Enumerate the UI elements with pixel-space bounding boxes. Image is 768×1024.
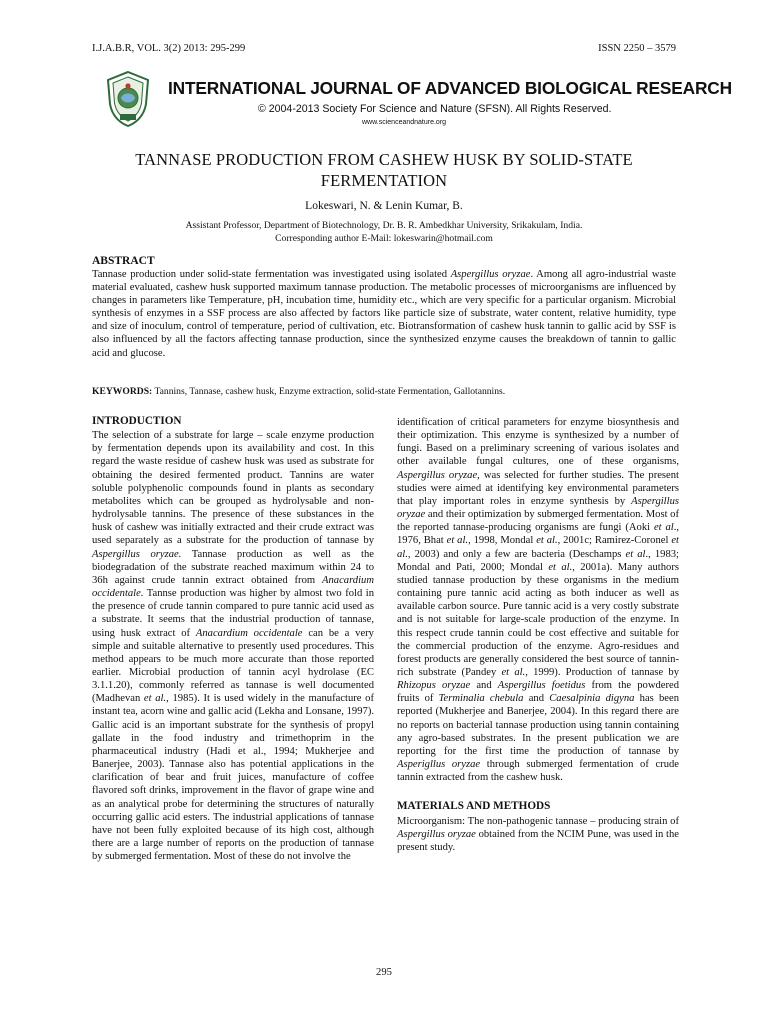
affiliation: Assistant Professor, Department of Biotechnology, Dr. B. R. Ambedkhar University, Srikakulam, India.	[185, 220, 583, 231]
running-header	[92, 43, 676, 57]
page-number: 295	[376, 967, 392, 978]
journal-name: INTERNATIONAL JOURNAL OF ADVANCED BIOLOGICAL RESEARCH	[168, 78, 732, 98]
journal-masthead	[92, 70, 732, 130]
keywords	[92, 386, 676, 397]
left-column	[92, 415, 374, 863]
journal-reference: I.J.A.B.R, VOL. 3(2) 2013: 295-299	[92, 43, 246, 54]
abstract-text: Tannase production under solid-state fermentation was investigated using isolated Aspergillus oryzae. Among all agro-industrial waste material evaluated, cashew husk supported maximum tannase production. The metabolic processes of microorganisms are influenced by changes in parameters like Temperature, pH, incubation time, humidity etc., which are very specific for a particular organism. Microbial synthesis of enzymes in a SSF process are also affected by factors like particle size of substrate, water content, relative humidity, type and size of inoculum, control of temperature, period of cultivation, etc. Biotransformation of cashew husk tannin to gallic acid by SSF is also influenced by all the factors affecting tannase production, since the synthesized enzyme causes the breakdown of tannin to gallic acid and glucose.	[92, 269, 676, 359]
introduction-continued: identification of critical parameters for enzyme biosynthesis and their optimization. This enzyme is synthesized by a number of fungi. Based on a preliminary screening of various isolates and other available fungal cultures, one of these organisms, Aspergillus oryzae, was selected for further studies. The present studies were aimed at identifying key environmental parameters that play important roles in enzyme synthesis by Aspergillus oryzae and their optimization by submerged fermentation. Most of the reported tannase-producing organisms are fungi (Aoki et al., 1976, Bhat et al., 1998, Mondal et al., 2001c; Ramirez-Coronel et al., 2003) and only a few are bacteria (Deschamps et al., 1983; Mondal and Pati, 2000; Mondal et al., 2001a). Many authors studied tannase production by these organisms in the medium containing pure tannic acid acting as both inducer as well as available carbon source. Pure tannic acid is a very costly substrate and is not suitable for large-scale production of the enzyme. In this respect crude tannin could be cost effective and suitable for the commercial production of the enzyme. Agro-residues and forest products are generally considered the best source of tannin-rich substrate (Pandey et al., 1999). Production of tannase by Rhizopus oryzae and Aspergillus foetidus from the powdered fruits of Terminalia chebula and Caesalpinia digyna has been reported (Mukherjee and Banerjee, 2004). In this regard there are no reports on bacterial tannase production using tannin containing any agro-based substrates. In the present publication we are reporting for the first time the production of tannase by Asperigllus oryzae through submerged fermentation of crude tannin extracted from the cashew husk.	[397, 417, 680, 784]
paper-title	[92, 149, 676, 191]
journal-website: www.scienceandnature.org	[362, 119, 447, 126]
introduction-heading: INTRODUCTION	[92, 415, 182, 427]
keywords-text: Tannins, Tannase, cashew husk, Enzyme extraction, solid-state Fermentation, Gallotannins.	[152, 386, 506, 397]
society-logo-icon	[104, 70, 152, 128]
materials-methods-heading: MATERIALS AND METHODS	[397, 800, 551, 813]
introduction-paragraph: The selection of a substrate for large – scale enzyme production by fermentation depends upon its availability and cost. In this regard the waste residue of cashew husk was used as substrate for obtaining the desired fermented product. Tannins are water soluble polyphenolic compounds found in plants as secondary metabolites which can be grouped as hydrolysable and non-hydrolysable tannins. The presence of these substances in the husk of cashew was initially extracted and their crude extract was used separately as a substrate for the production of tannase by Aspergillus oryzae. Tannase production as well as the biodegradation of the substrate reached maximum within 24 to 36h against crude tannin extract obtained from Anacardium occidentale. Tannse production was higher by almost two fold in the presence of crude tannin compared to pure tannic acid used as a substrate. It seems that the industrial production of tannase, using husk extract of Anacardium occidentale can be a very simple and suitable alternative to presently used procedures. This method appears to be much more accurate than those reported earlier. Microbial production of tannin acyl hydrolase (EC 3.1.1.20), commonly referred as tannase is well documented (Madhevan et al., 1985). It is used widely in the manufacture of instant tea, acorn wine and gallic acid (Lekha and Lonsane, 1997). Gallic acid is an important substrate for the synthesis of propyl gallate in the food industry and trimethoprim in the pharmaceutical industry (Hadi et al., 1994; Mukherjee and Banerjee, 2003). Tannase also has potential applications in the clarification of bear and fruit juices, manufacture of coffee flavored soft drinks, improvement in the flavor of grape wine and as an analytical probe for determining the structures of naturally occurring gallic acid esters. The industrial applications of tannase have not been fully exploited because of its high cost, although there are a large number of reports on the production of tannase by submerged fermentation. Most of these do not involve the	[92, 430, 374, 863]
materials-methods-paragraph: Microorganism: The non-pathogenic tannase – producing strain of Aspergillus oryzae obtained from the NCIM Pune, was used in the present study.	[397, 815, 679, 853]
author-list: Lokeswari, N. & Lenin Kumar, B.	[305, 200, 463, 212]
corresponding-author: Corresponding author E-Mail: lokeswarin@hotmail.com	[275, 233, 493, 244]
right-column	[397, 416, 679, 854]
keywords-label: KEYWORDS:	[92, 386, 153, 397]
journal-copyright: © 2004-2013 Society For Science and Nature (SFSN). All Rights Reserved.	[258, 103, 612, 115]
issn-label: ISSN 2250 – 3579	[598, 43, 676, 54]
abstract-heading: ABSTRACT	[92, 255, 155, 267]
title-line-1: TANNASE PRODUCTION FROM CASHEW HUSK BY SOLID-STATE	[135, 150, 633, 169]
title-line-2: FERMENTATION	[320, 171, 448, 190]
affiliation-block	[92, 219, 676, 245]
